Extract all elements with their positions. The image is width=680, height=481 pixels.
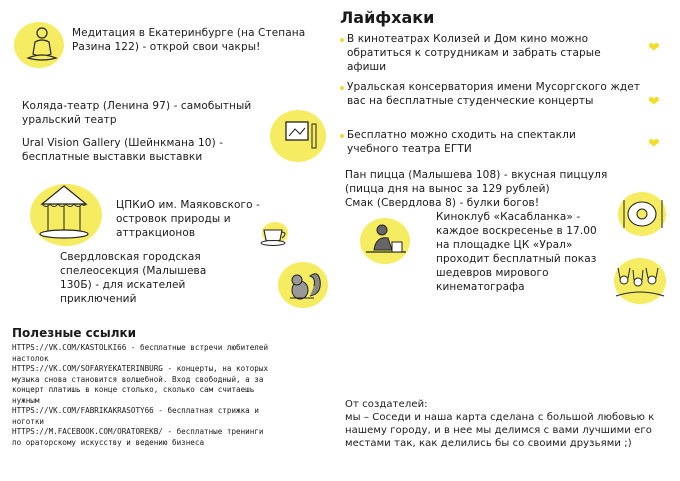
link-url[interactable]: HTTPS://M.FACEBOOK.COM/ORATOREKB/ — [12, 427, 163, 436]
speleo-text: Свердловская городская спелеосекция (Малышева 130Б) - для искателей приключений — [60, 251, 207, 305]
ural-vision-text: Ural Vision Gallery (Шейнкмана 10) - бесплатные выставки выставки — [22, 137, 224, 163]
heart-icon: ❤ — [648, 40, 660, 56]
tea-cup-icon — [258, 222, 292, 248]
link-url[interactable]: HTTPS://VK.COM/SOFARYEKATERINBURG — [12, 364, 163, 373]
link-url[interactable]: HTTPS://VK.COM/KASTOLKI66 — [12, 343, 127, 352]
lifehacks-title: Лайфхаки — [340, 8, 435, 27]
link-item — [12, 427, 270, 448]
audience-icon — [612, 256, 668, 306]
tspkio-text: ЦПКиО им. Маяковского - островок природы и аттракционов — [116, 199, 261, 239]
link-item — [12, 343, 270, 364]
buddha-icon — [24, 24, 60, 64]
carousel-icon — [36, 182, 92, 244]
smak-text: Смак (Свердлова 8) - булки богов! — [345, 197, 540, 209]
links-list — [12, 343, 270, 448]
squirrel-icon — [284, 264, 326, 306]
kinoclub-text: Киноклуб «Касабланка» - каждое воскресенье в 17.00 на площадке ЦК «Урал» проходит бесплатный показ шедевров мирового кинематографа — [436, 211, 597, 293]
kolyada-text: Коляда-театр (Ленина 97) - самобытный уральский театр — [22, 100, 252, 126]
link-desc: - бесплатные встречи любителей настолок — [12, 343, 269, 363]
link-desc: - бесплатная стрижка и ноготки — [12, 406, 259, 426]
fried-egg-icon — [618, 190, 668, 236]
bullet-mark — [340, 86, 344, 90]
creators-title: От создателей: — [345, 399, 428, 410]
heart-icon: ❤ — [648, 136, 660, 152]
creators-text: мы – Соседи и наша карта сделана с большой любовью к нашему городу, и в нее мы делимся с вами лучшими его местами так, как делились бы со своими друзьями ;) — [345, 412, 655, 449]
cinema-person-icon — [362, 216, 410, 264]
link-desc: - бесплатные тренинги по ораторскому искусству и ведению бизнеса — [12, 427, 264, 447]
lifehack-item: Уральская консерватория имени Мусоргского ждет вас на бесплатные студенческие концерты — [347, 81, 641, 107]
heart-icon: ❤ — [648, 94, 660, 110]
lifehack-item: В кинотеатрах Колизей и Дом кино можно обратиться к сотрудникам и забрать старые афиши — [347, 33, 601, 73]
bullet-mark — [340, 134, 344, 138]
lifehack-item: Бесплатно можно сходить на спектакли учебного театра ЕГТИ — [347, 129, 576, 155]
link-desc: - концерты, на которых музыка снова становится волшебной. Вход свободный, а за концерт платишь в конце столько, сколько сам считаешь нужным — [12, 364, 269, 405]
pizza-text: Пан пицца (Малышева 108) - вкусная пиццуля (пицца дня на вынос за 129 рублей) — [345, 169, 608, 195]
bullet-mark — [340, 38, 344, 42]
link-url[interactable]: HTTPS://VK.COM/FABRIKAKRASOTY66 — [12, 406, 154, 415]
painting-icon — [282, 116, 322, 156]
link-item — [12, 406, 270, 427]
link-item — [12, 364, 270, 406]
links-title: Полезные ссылки — [12, 326, 137, 340]
meditation-text: Медитация в Екатеринбурге (на Степана Разина 122) - открой свои чакры! — [72, 27, 306, 53]
